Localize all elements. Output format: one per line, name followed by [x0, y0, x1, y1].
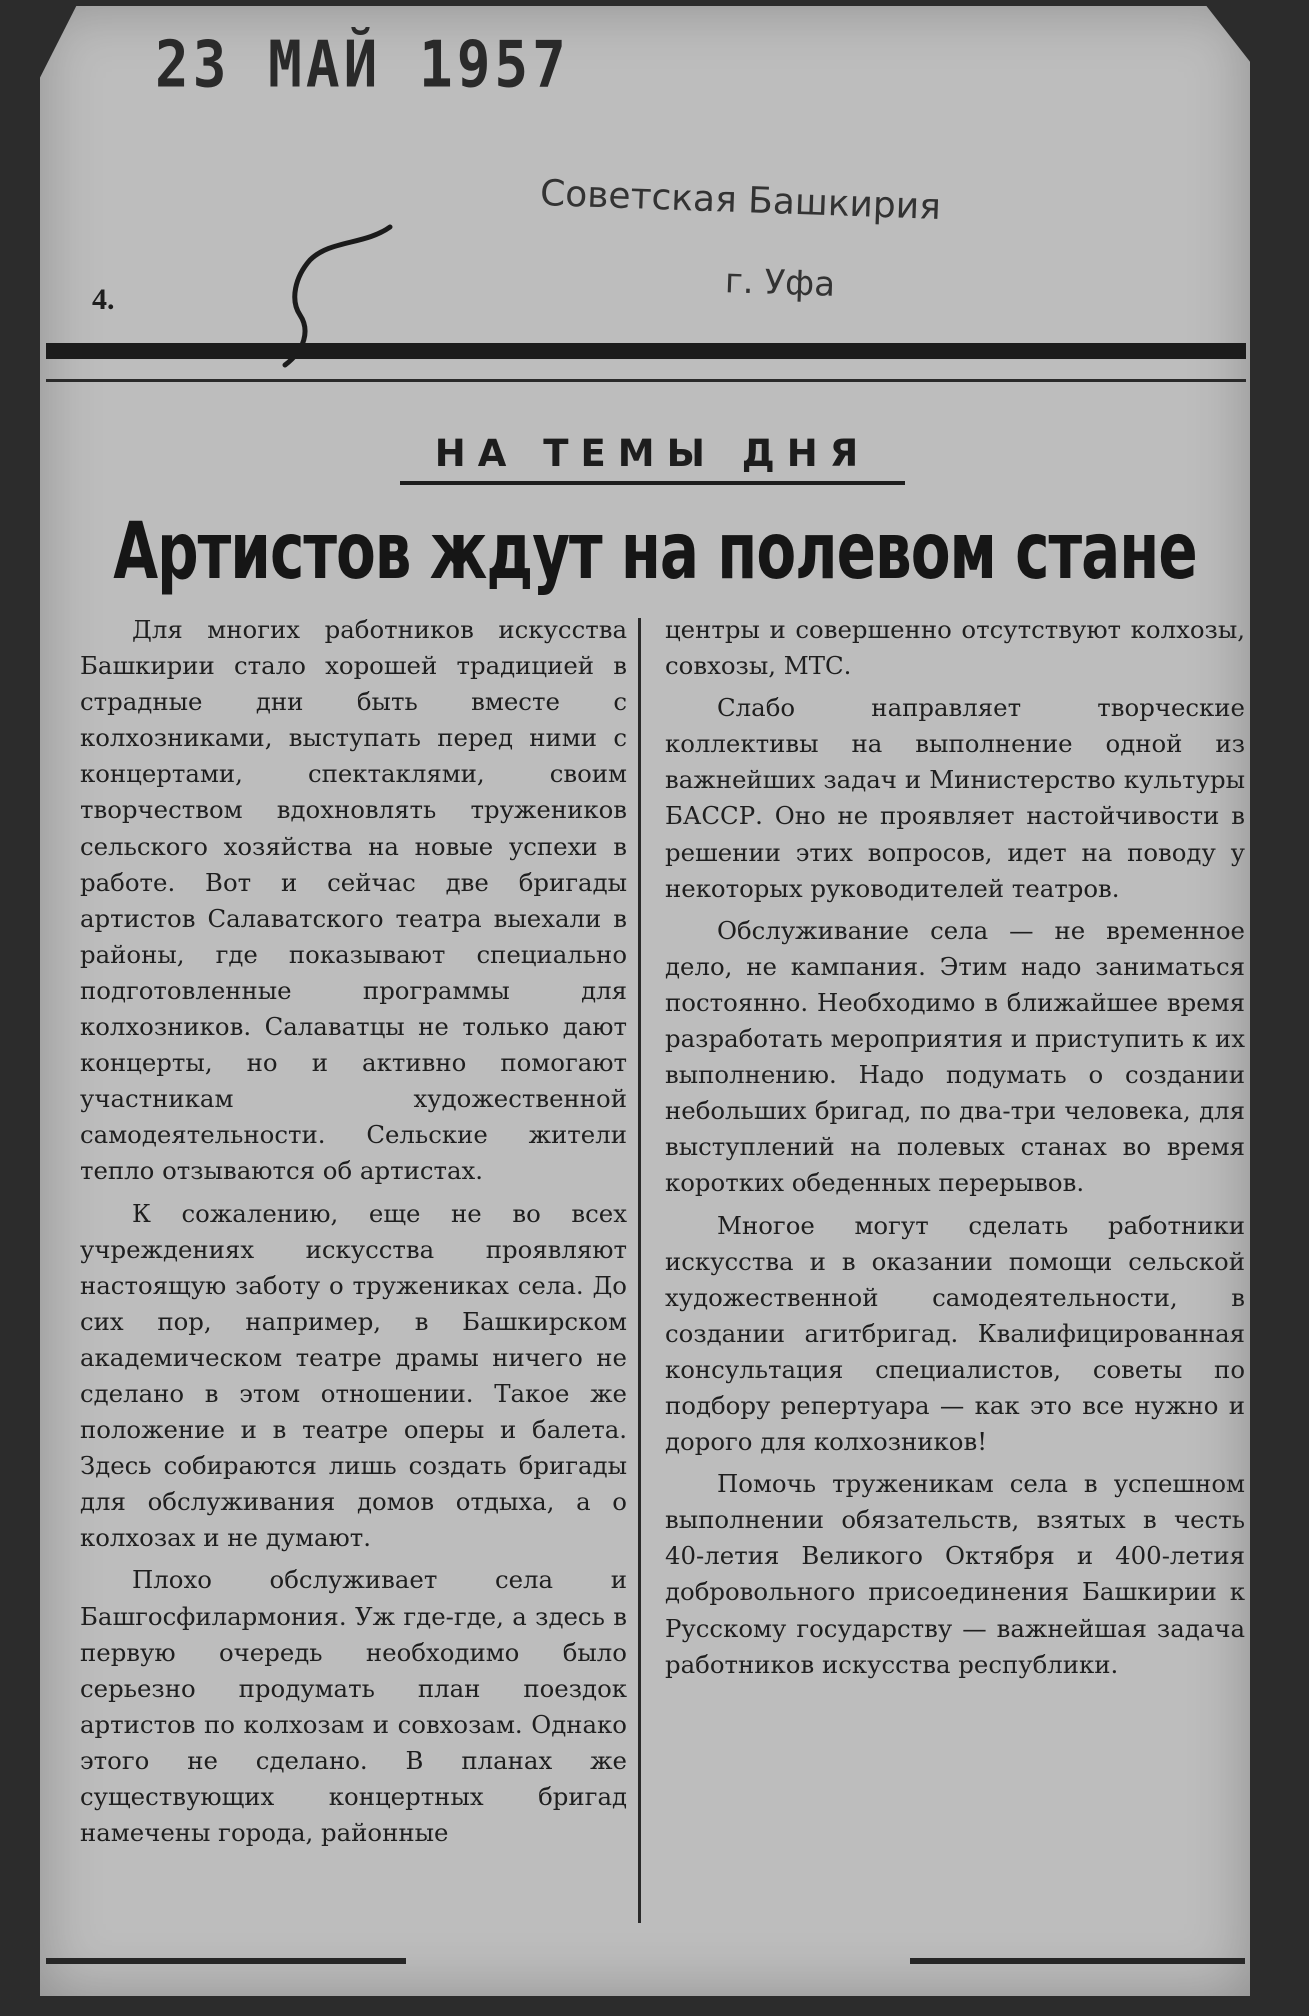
article-headline: Артистов ждут на полевом стане: [113, 505, 1197, 597]
newspaper-name-stamp: Советская Башкирия: [539, 173, 942, 228]
paragraph: Многое могут сделать работники искусства и в оказании помощи сельской художественной самодеятельности, в создании агитбригад. Квалифицированная консультация специалистов, советы по подбору репертуара — как это все нужно и дорого для колхозников!: [665, 1210, 1245, 1457]
article-column-left: [80, 612, 627, 1857]
paragraph: центры и совершенно отсутствуют колхозы, совхозы, МТС.: [665, 615, 1245, 681]
rubric-heading: НА ТЕМЫ ДНЯ: [400, 432, 905, 485]
paragraph: Помочь труженикам села в успешном выполнении обязательств, взятых в честь 40-летия Великого Октября и 400-летия добровольного присоединения Башкирии к Русскому государству — важнейшая задача работников искусства республики.: [665, 1469, 1245, 1679]
paragraph: Обслуживание села — не временное дело, не кампания. Этим надо заниматься постоянно. Необходимо в ближайшее время разработать мероприятия и приступить к их выполнению. Надо подумать о создании небольших бригад, по два-три человека, для выступлений на полевых станах во время коротких обеденных перерывов.: [665, 915, 1245, 1198]
paragraph: Слабо направляет творческие коллективы на выполнение одной из важнейших задач и Министерство культуры БАССР. Оно не проявляет настойчивости в решении этих вопросов, идет на поводу у некоторых руководителей театров.: [665, 693, 1245, 903]
column-divider: [638, 618, 641, 1923]
header-rule: [46, 343, 1246, 359]
paragraph: Плохо обслуживает села и Башгосфилармония. Уж где-где, а здесь в первую очередь необходимо было серьезно продумать план поездок артистов по колхозам и совхозам. Однако этого не сделано. В планах же существующих концертных бригад намечены города, районные: [80, 1565, 627, 1848]
paragraph: К сожалению, еще не во всех учреждениях искусства проявляют настоящую заботу о тружениках села. До сих пор, например, в Башкирском академическом театре драмы ничего не сделано в этом отношении. Такое же положение и в театре оперы и балета. Здесь собираются лишь создать бригады для обслуживания домов отдыха, а о колхозах и не думают.: [80, 1198, 627, 1553]
paragraph: Для многих работников искусства Башкирии стало хорошей традицией в страдные дни быть вместе с колхозниками, выступать перед ними с концертами, спектаклями, своим творчеством вдохновлять тружеников сельского хозяйства на новые успехи в работе. Вот и сейчас две бригады артистов Салаватского театра выехали в районы, где показывают специально подготовленные программы для колхозников. Салаватцы не только дают концерты, но и активно помогают участникам художественной самодеятельности. Сельские жители тепло отзываются об артистах.: [80, 615, 627, 1186]
page-number: 4.: [92, 283, 115, 316]
date-stamp: 23 МАЙ 1957: [155, 28, 570, 103]
article-column-right: [665, 612, 1245, 1689]
city-stamp: г. Уфа: [724, 261, 836, 305]
header-rule-thin: [46, 379, 1246, 382]
footer-rule: [910, 1958, 1245, 1964]
footer-rule: [46, 1958, 406, 1964]
